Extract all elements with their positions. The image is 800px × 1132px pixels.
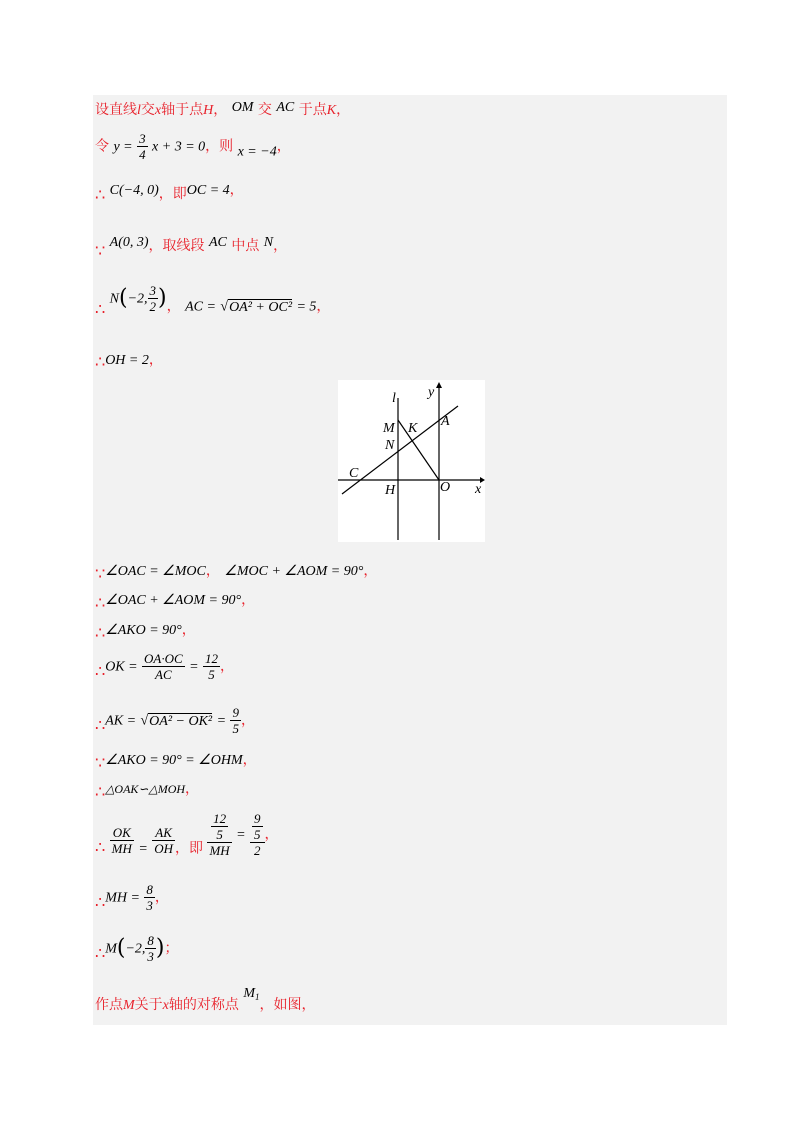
line-13 xyxy=(95,782,199,800)
paren-left: ( xyxy=(116,935,126,961)
fraction xyxy=(230,705,241,736)
numerator: 3 xyxy=(139,131,146,146)
var-l: l xyxy=(137,103,141,118)
var-M: M xyxy=(123,998,135,1013)
solution-panel xyxy=(93,95,727,1025)
denominator: MH xyxy=(209,843,230,858)
fraction xyxy=(137,131,148,162)
segment-OM xyxy=(398,420,439,480)
therefore-symbol: ∴ xyxy=(95,837,106,857)
therefore-symbol: ∴ xyxy=(95,943,106,963)
coordinate: −2, xyxy=(127,291,148,307)
label-M: M xyxy=(383,421,395,436)
var-x: x xyxy=(162,998,169,1013)
text: 设直线 xyxy=(95,102,137,118)
text: ， xyxy=(273,238,288,254)
sqrt-expression: √OA² + OC² xyxy=(220,299,293,315)
line-2 xyxy=(95,131,291,162)
text: 轴的对称点 xyxy=(168,997,239,1013)
var-M1 xyxy=(243,986,259,1001)
line-5: ∴ N(−2, $\frac{3}{2}$ )， AC = √OA² + OC² = 5， xyxy=(95,283,331,319)
therefore-symbol: ∴ xyxy=(95,299,106,319)
text: ， xyxy=(264,826,279,843)
equation: AK = xyxy=(105,713,137,729)
denominator: 2 xyxy=(254,843,261,858)
text: 于点 xyxy=(298,102,327,118)
equation: OK = xyxy=(105,659,138,675)
equation: ∠MOC + ∠AOM = 90° xyxy=(224,564,364,579)
base: M xyxy=(243,986,256,1001)
point-C: C(−4, 0) xyxy=(109,183,159,198)
numerator xyxy=(207,811,231,843)
var-OM: OM xyxy=(231,100,254,115)
because-symbol: ∵ xyxy=(95,564,106,583)
denominator: 5 xyxy=(208,667,215,682)
denominator: AC xyxy=(155,667,172,682)
equation: ∠AKO = 90° = ∠OHM xyxy=(105,753,243,768)
numerator xyxy=(250,811,265,843)
text: ， xyxy=(148,352,163,368)
text: 令 xyxy=(95,138,109,155)
line-15 xyxy=(95,882,169,913)
text: ， xyxy=(154,889,169,906)
text: 作点 xyxy=(95,997,123,1013)
fraction xyxy=(203,651,220,682)
inner-fraction xyxy=(252,811,263,842)
because-symbol: ∵ xyxy=(95,753,106,772)
denominator: 5 xyxy=(232,721,239,736)
numerator: 12 xyxy=(205,651,219,666)
equation: OC = 4 xyxy=(186,183,230,198)
radicand: OA² − OK² xyxy=(149,713,213,729)
label-l: l xyxy=(392,391,396,406)
text: ， xyxy=(316,298,331,315)
fraction xyxy=(110,825,134,856)
text: ， xyxy=(220,658,235,675)
therefore-symbol: ∴ xyxy=(95,782,106,801)
line-1 xyxy=(95,101,350,118)
line-3 xyxy=(95,183,244,203)
equation: y = xyxy=(113,139,133,155)
fraction xyxy=(144,882,155,913)
paren-right: ) xyxy=(158,285,167,311)
equation: x + 3 = 0 xyxy=(152,139,206,155)
y-arrow-icon xyxy=(436,382,442,388)
denominator: 5 xyxy=(254,827,261,842)
text: ，取线段 xyxy=(148,238,205,254)
text: ， xyxy=(213,102,228,118)
line-6 xyxy=(95,353,163,370)
fraction xyxy=(145,933,156,964)
fraction xyxy=(148,283,159,314)
subscript: 1 xyxy=(255,992,260,1002)
line-8 xyxy=(95,593,255,611)
text: 关于 xyxy=(134,997,163,1013)
equation: x = −4 xyxy=(237,144,277,160)
fraction xyxy=(152,825,175,856)
text: ， xyxy=(185,781,200,797)
therefore-symbol: ∴ xyxy=(95,352,106,371)
equation: AC = xyxy=(185,299,216,315)
line-10: ∴OK = $\frac{OA\cdot OC}{AC}$ = $\frac{12}{5}$ ， xyxy=(95,651,235,682)
point-M: M xyxy=(105,941,117,957)
text: ， xyxy=(205,563,220,579)
line-12 xyxy=(95,753,257,771)
text: 中点 xyxy=(231,238,260,254)
label-O: O xyxy=(440,480,451,495)
line-14: ∴ $\frac{OK}{MH}$ = $\frac{AK}{OH}$ ，即 $\frac{\frac{12}{5}}{MH}$ = $\frac{\frac{9}{5}}{2}$ ， xyxy=(95,811,279,858)
text: ， xyxy=(276,138,291,155)
text: 轴于点 xyxy=(161,102,204,118)
text: ，则 xyxy=(205,138,234,155)
numerator: 9 xyxy=(232,705,239,720)
denominator: MH xyxy=(111,840,132,856)
text: ， xyxy=(229,182,244,198)
var-AC: AC xyxy=(208,235,227,250)
paren-left: ( xyxy=(118,285,128,311)
line-9 xyxy=(95,623,196,641)
label-K: K xyxy=(408,421,418,436)
denominator: 3 xyxy=(147,949,154,964)
therefore-symbol: ∴ xyxy=(95,185,106,204)
coordinate: −2, xyxy=(125,941,146,957)
figure-svg xyxy=(338,380,485,542)
text: ； xyxy=(164,940,179,957)
var-H: H xyxy=(203,103,214,118)
paren-right: ) xyxy=(155,935,165,961)
text: ， xyxy=(242,752,257,768)
equation: MH = xyxy=(105,890,140,906)
var-x: x xyxy=(154,103,162,118)
equation: = 5 xyxy=(296,299,317,315)
line-4 xyxy=(95,236,287,259)
point-N: N xyxy=(109,291,119,307)
because-symbol: ∵ xyxy=(95,241,106,260)
var-N: N xyxy=(263,235,274,250)
denominator: 3 xyxy=(146,898,153,913)
fraction xyxy=(142,651,185,682)
var-AC: AC xyxy=(276,100,295,115)
inner-fraction xyxy=(211,811,228,842)
point-A: A(0, 3) xyxy=(109,235,149,250)
denominator: 4 xyxy=(139,147,146,162)
numerator: 8 xyxy=(147,933,154,948)
numerator: 9 xyxy=(254,811,261,826)
therefore-symbol: ∴ xyxy=(95,715,106,735)
compound-fraction xyxy=(250,811,265,858)
label-C: C xyxy=(349,466,359,481)
text: ， xyxy=(181,622,196,638)
numerator: OK xyxy=(110,825,134,841)
text: ， xyxy=(336,102,351,118)
equation: ∠OAC = ∠MOC xyxy=(105,564,206,579)
text: ，即 xyxy=(175,840,203,857)
therefore-symbol: ∴ xyxy=(95,661,106,681)
equation: ∠AKO = 90° xyxy=(105,623,182,638)
text: 交 xyxy=(140,102,155,118)
label-y: y xyxy=(428,385,435,400)
line-7 xyxy=(95,564,377,582)
label-A: A xyxy=(441,414,450,429)
text: ，如图， xyxy=(259,997,316,1013)
line-16 xyxy=(95,933,179,964)
numerator: AK xyxy=(152,825,175,841)
label-x: x xyxy=(475,482,482,497)
compound-fraction xyxy=(207,811,231,858)
radicand: OA² + OC² xyxy=(229,299,293,315)
text: ， xyxy=(363,563,378,579)
line-17 xyxy=(95,986,316,1014)
label-H: H xyxy=(385,483,396,498)
equation: OH = 2 xyxy=(105,353,149,368)
text: ， xyxy=(241,592,256,608)
var-K: K xyxy=(326,103,337,118)
text: ，即 xyxy=(158,186,187,202)
coordinate-figure xyxy=(338,380,485,542)
text: 交 xyxy=(257,102,272,118)
equation: ∠OAC + ∠AOM = 90° xyxy=(105,593,242,608)
therefore-symbol: ∴ xyxy=(95,593,106,612)
denominator: 2 xyxy=(149,299,157,314)
label-N: N xyxy=(385,438,395,453)
line-11: ∴AK = √OA² − OK² = $\frac{9}{5}$ ， xyxy=(95,705,255,736)
therefore-symbol: ∴ xyxy=(95,623,106,642)
similar-triangles: △OAK∽△MOH xyxy=(105,782,186,796)
numerator: 8 xyxy=(146,882,153,897)
numerator: OA·OC xyxy=(144,651,183,666)
numerator: 12 xyxy=(213,811,227,826)
denominator: 5 xyxy=(216,827,223,842)
text: ， xyxy=(240,712,255,729)
therefore-symbol: ∴ xyxy=(95,892,106,912)
numerator: 3 xyxy=(149,283,157,298)
denominator: OH xyxy=(154,840,173,856)
sqrt-expression: √OA² − OK² xyxy=(140,713,213,729)
